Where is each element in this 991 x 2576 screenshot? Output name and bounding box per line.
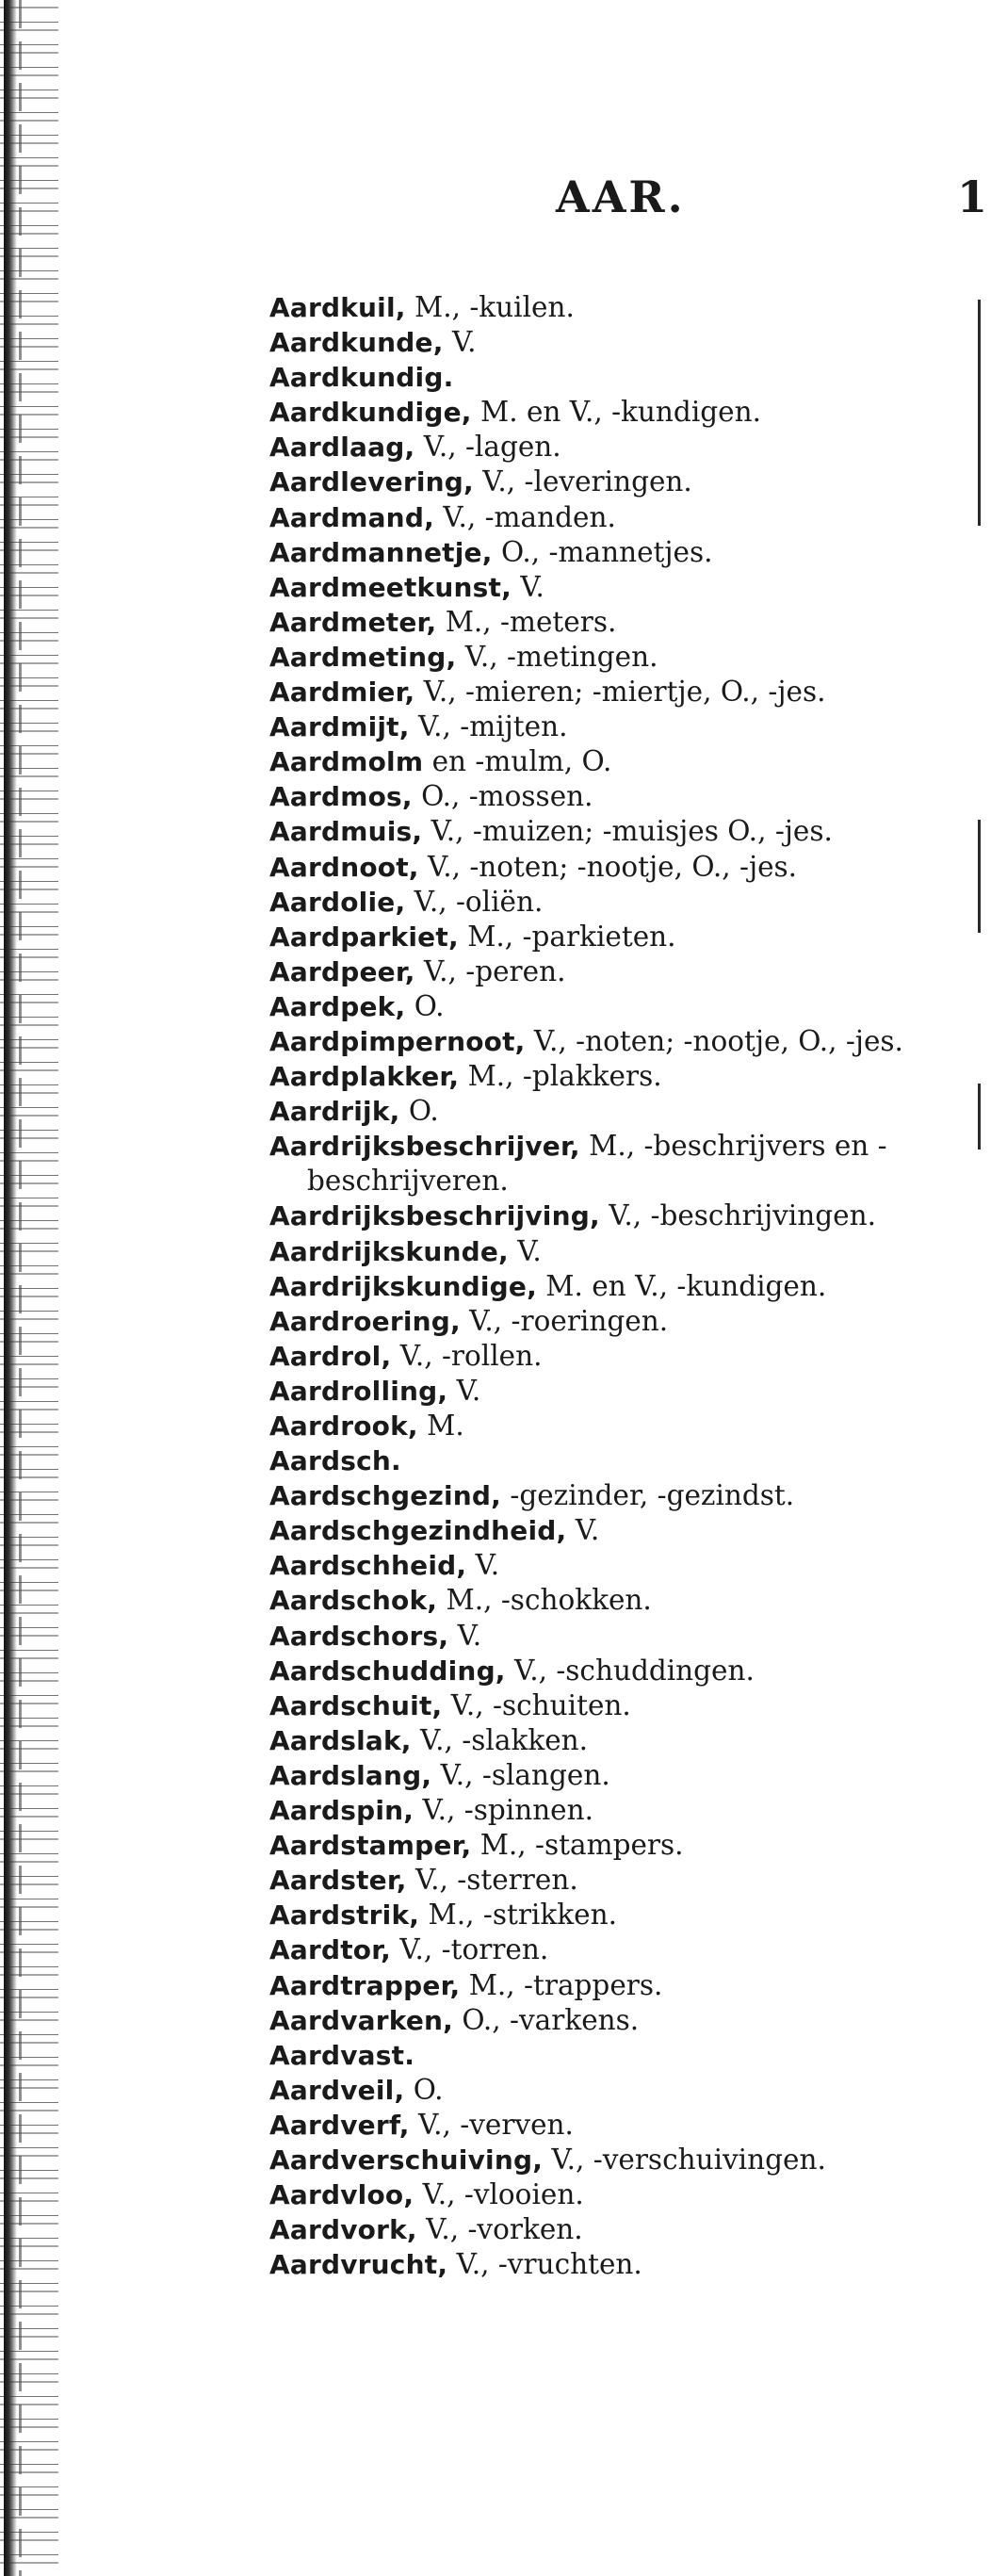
dictionary-entry <box>269 1024 957 1059</box>
entry-definition: M. en V., -kundigen. <box>545 1269 827 1302</box>
dictionary-entry <box>269 1723 957 1758</box>
entry-definition: M., -beschrijvers en -beschrijveren. <box>307 1130 887 1198</box>
entry-definition: V., -vruchten. <box>456 2248 642 2281</box>
entry-headword: Aardroering, <box>269 1305 461 1337</box>
dictionary-entry <box>269 2003 957 2038</box>
dictionary-entry <box>269 1304 957 1339</box>
margin-rule <box>978 1084 981 1149</box>
entry-headword: Aardverf, <box>269 2109 410 2141</box>
dictionary-entry <box>269 2073 957 2108</box>
entry-headword: Aardpek, <box>269 990 406 1022</box>
dictionary-entry <box>269 1374 957 1409</box>
dictionary-entry <box>269 395 957 430</box>
entry-headword: Aardkundige, <box>269 397 472 429</box>
entry-definition: V., -lagen. <box>423 431 561 464</box>
entry-headword: Aardschors, <box>269 1620 449 1652</box>
entry-definition: V. <box>517 1234 542 1267</box>
dictionary-entry <box>269 2038 957 2073</box>
entry-headword: Aardtor, <box>269 1934 391 1966</box>
entry-definition: V., -metingen. <box>464 640 658 673</box>
dictionary-entry <box>269 2247 957 2282</box>
dictionary-entry <box>269 885 957 920</box>
entry-headword: Aardsch. <box>269 1445 401 1477</box>
entry-headword: Aardmos, <box>269 781 413 813</box>
entry-headword: Aardrijk, <box>269 1096 400 1128</box>
dictionary-entry <box>269 500 957 535</box>
dictionary-entry <box>269 709 957 744</box>
dictionary-entry <box>269 570 957 605</box>
entry-headword: Aardspin, <box>269 1795 414 1827</box>
entry-definition: V., -beschrijvingen. <box>609 1199 876 1232</box>
scanned-binding-edge <box>0 0 58 2576</box>
entry-headword: Aardrijkskunde, <box>269 1235 509 1267</box>
dictionary-entry <box>269 535 957 570</box>
dictionary-entry <box>269 744 957 779</box>
entry-definition: V., -vorken. <box>426 2213 583 2246</box>
entry-definition: V., -schuddingen. <box>514 1654 755 1687</box>
entry-headword: Aardslak, <box>269 1724 412 1756</box>
dictionary-entry <box>269 1478 957 1513</box>
entry-definition: V., -verven. <box>417 2108 574 2141</box>
entry-definition: -gezinder, -gezindst. <box>510 1479 795 1512</box>
entry-headword: Aardmeetkunst, <box>269 571 512 603</box>
entry-definition: V., -roeringen. <box>469 1304 669 1337</box>
dictionary-entry <box>269 640 957 675</box>
dictionary-entry <box>269 290 957 325</box>
entry-definition: O. <box>408 1095 439 1128</box>
entry-definition: V. <box>456 1374 481 1407</box>
running-head: AAR. <box>556 171 686 222</box>
dictionary-entry <box>269 465 957 499</box>
entry-headword: Aardkundig. <box>269 362 454 394</box>
dictionary-entry <box>269 430 957 465</box>
dictionary-entry <box>269 814 957 849</box>
entry-definition: M., -plakkers. <box>467 1060 662 1093</box>
entry-definition: M., -stampers. <box>479 1829 684 1862</box>
entry-headword: Aardlaag, <box>269 432 415 464</box>
entry-headword: Aardpimpernoot, <box>269 1025 526 1057</box>
dictionary-entry <box>269 1548 957 1583</box>
entry-headword: Aardschheid, <box>269 1550 467 1582</box>
entry-headword: Aardvloo, <box>269 2179 414 2211</box>
dictionary-entry <box>269 1654 957 1688</box>
entry-headword: Aardrijksbeschrijver, <box>269 1131 580 1163</box>
entry-headword: Aardmuis, <box>269 816 423 848</box>
entry-headword: Aardrijkskundige, <box>269 1270 537 1302</box>
entry-headword: Aardschuit, <box>269 1689 443 1721</box>
dictionary-entry <box>269 1094 957 1129</box>
entry-headword: Aardvast. <box>269 2039 415 2071</box>
entry-definition: M. <box>427 1410 464 1442</box>
dictionary-entry <box>269 1898 957 1932</box>
entry-definition: M., -schokken. <box>446 1584 652 1617</box>
dictionary-entry <box>269 605 957 640</box>
entry-definition: V., -verschuivingen. <box>551 2143 826 2176</box>
page-number: 1 <box>957 171 988 222</box>
entry-definition: V., -spinnen. <box>422 1794 594 1827</box>
entry-headword: Aardmijt, <box>269 711 410 743</box>
entry-definition: M., -meters. <box>445 605 617 638</box>
entry-definition: V., -noten; -nootje, O., -jes. <box>428 850 798 883</box>
entry-headword: Aardpeer, <box>269 955 415 987</box>
entry-headword: Aardmand, <box>269 501 434 533</box>
dictionary-entry <box>269 1968 957 2003</box>
dictionary-entry <box>269 850 957 885</box>
entry-definition: O. <box>414 989 445 1022</box>
entry-definition: V., -muizen; -muisjes O., -jes. <box>431 815 833 848</box>
entry-definition: M., -kuilen. <box>414 291 575 323</box>
entry-definition: M. en V., -kundigen. <box>480 396 761 429</box>
entry-headword: Aardolie, <box>269 886 406 918</box>
dictionary-entry <box>269 2108 957 2143</box>
dictionary-entry <box>269 1234 957 1269</box>
entry-definition: V., -noten; -nootje, O., -jes. <box>533 1024 903 1057</box>
dictionary-entry <box>269 1409 957 1443</box>
entry-definition: V., -peren. <box>423 954 566 987</box>
entry-headword: Aardschudding, <box>269 1655 506 1687</box>
margin-rule <box>978 300 981 526</box>
dictionary-entry <box>269 1198 957 1233</box>
entry-definition: V. <box>451 326 477 359</box>
dictionary-entry <box>269 1339 957 1374</box>
entry-headword: Aardvork, <box>269 2214 417 2246</box>
entry-definition: V., -slangen. <box>440 1758 610 1791</box>
dictionary-entry <box>269 1758 957 1793</box>
dictionary-entry <box>269 2177 957 2212</box>
entry-definition: M., -trappers. <box>468 1968 663 2001</box>
entry-headword: Aardster, <box>269 1865 407 1897</box>
dictionary-entry <box>269 779 957 814</box>
dictionary-entry <box>269 360 957 395</box>
entry-definition: M., -strikken. <box>428 1899 617 1932</box>
entry-headword: Aardrolling, <box>269 1375 448 1407</box>
entry-headword: Aardmeter, <box>269 606 437 638</box>
dictionary-entry <box>269 675 957 709</box>
entry-headword: Aardnoot, <box>269 851 419 883</box>
dictionary-entry <box>269 954 957 989</box>
entry-definition: V., -vlooien. <box>422 2178 584 2211</box>
entry-definition: O. <box>413 2073 444 2106</box>
dictionary-entry <box>269 325 957 360</box>
entry-headword: Aardverschuiving, <box>269 2144 544 2176</box>
entry-headword: Aardplakker, <box>269 1061 460 1093</box>
entry-headword: Aardschgezindheid, <box>269 1515 567 1547</box>
entry-headword: Aardveil, <box>269 2074 405 2106</box>
dictionary-entry <box>269 1863 957 1898</box>
entry-headword: Aardmeting, <box>269 641 457 673</box>
entry-headword: Aardmannetje, <box>269 536 493 568</box>
entry-headword: Aardrol, <box>269 1340 392 1372</box>
entry-definition: V., -mieren; -miertje, O., -jes. <box>423 676 826 709</box>
dictionary-entry <box>269 1793 957 1828</box>
entry-definition: V., -sterren. <box>414 1864 578 1897</box>
entry-headword: Aardmier, <box>269 677 415 709</box>
dictionary-entry <box>269 2212 957 2247</box>
dictionary-entry <box>269 1932 957 1967</box>
dictionary-entry <box>269 1583 957 1618</box>
entry-definition: V., -oliën. <box>414 885 544 918</box>
dictionary-entry <box>269 1269 957 1304</box>
entry-definition: en -mulm, O. <box>431 745 612 778</box>
margin-rule <box>978 820 981 933</box>
dictionary-entry <box>269 1059 957 1094</box>
entry-headword: Aardrijksbeschrijving, <box>269 1200 600 1232</box>
entry-headword: Aardschok, <box>269 1585 438 1617</box>
entry-headword: Aardkunde, <box>269 327 444 359</box>
dictionary-entry <box>269 1129 957 1198</box>
dictionary-entry <box>269 1443 957 1478</box>
entry-definition: V., -mijten. <box>418 710 568 743</box>
entry-list <box>269 290 957 2282</box>
entry-headword: Aardlevering, <box>269 466 474 498</box>
entry-definition: V., -leveringen. <box>482 465 692 498</box>
entry-definition: V. <box>475 1549 500 1582</box>
dictionary-entry <box>269 2143 957 2177</box>
entry-headword: Aardvarken, <box>269 2004 454 2036</box>
entry-definition: V. <box>575 1514 600 1547</box>
entry-headword: Aardmolm <box>269 746 424 778</box>
entry-headword: Aardslang, <box>269 1759 432 1791</box>
entry-definition: V. <box>520 570 544 603</box>
entry-definition: V., -torren. <box>399 1933 549 1966</box>
dictionary-entry <box>269 989 957 1024</box>
entry-headword: Aardstamper, <box>269 1830 472 1862</box>
entry-headword: Aardvrucht, <box>269 2249 448 2281</box>
entry-definition: V., -slakken. <box>420 1723 589 1756</box>
entry-definition: O., -varkens. <box>462 2003 640 2036</box>
dictionary-entry <box>269 920 957 954</box>
entry-definition: O., -mannetjes. <box>500 535 713 568</box>
dictionary-entry <box>269 1619 957 1654</box>
entry-headword: Aardtrapper, <box>269 1969 461 2001</box>
dictionary-entry <box>269 1828 957 1863</box>
entry-headword: Aardkuil, <box>269 292 406 323</box>
entry-definition: O., -mossen. <box>421 780 593 813</box>
entry-definition: V., -schuiten. <box>450 1688 631 1721</box>
entry-definition: M., -parkieten. <box>467 920 676 953</box>
entry-definition: V., -manden. <box>443 500 616 533</box>
entry-headword: Aardparkiet, <box>269 921 459 953</box>
entry-headword: Aardstrik, <box>269 1899 420 1932</box>
entry-definition: V. <box>457 1619 482 1652</box>
entry-headword: Aardrook, <box>269 1410 418 1442</box>
dictionary-entry <box>269 1513 957 1548</box>
dictionary-entry <box>269 1688 957 1723</box>
entry-definition: V., -rollen. <box>399 1339 543 1372</box>
entry-headword: Aardschgezind, <box>269 1480 501 1512</box>
